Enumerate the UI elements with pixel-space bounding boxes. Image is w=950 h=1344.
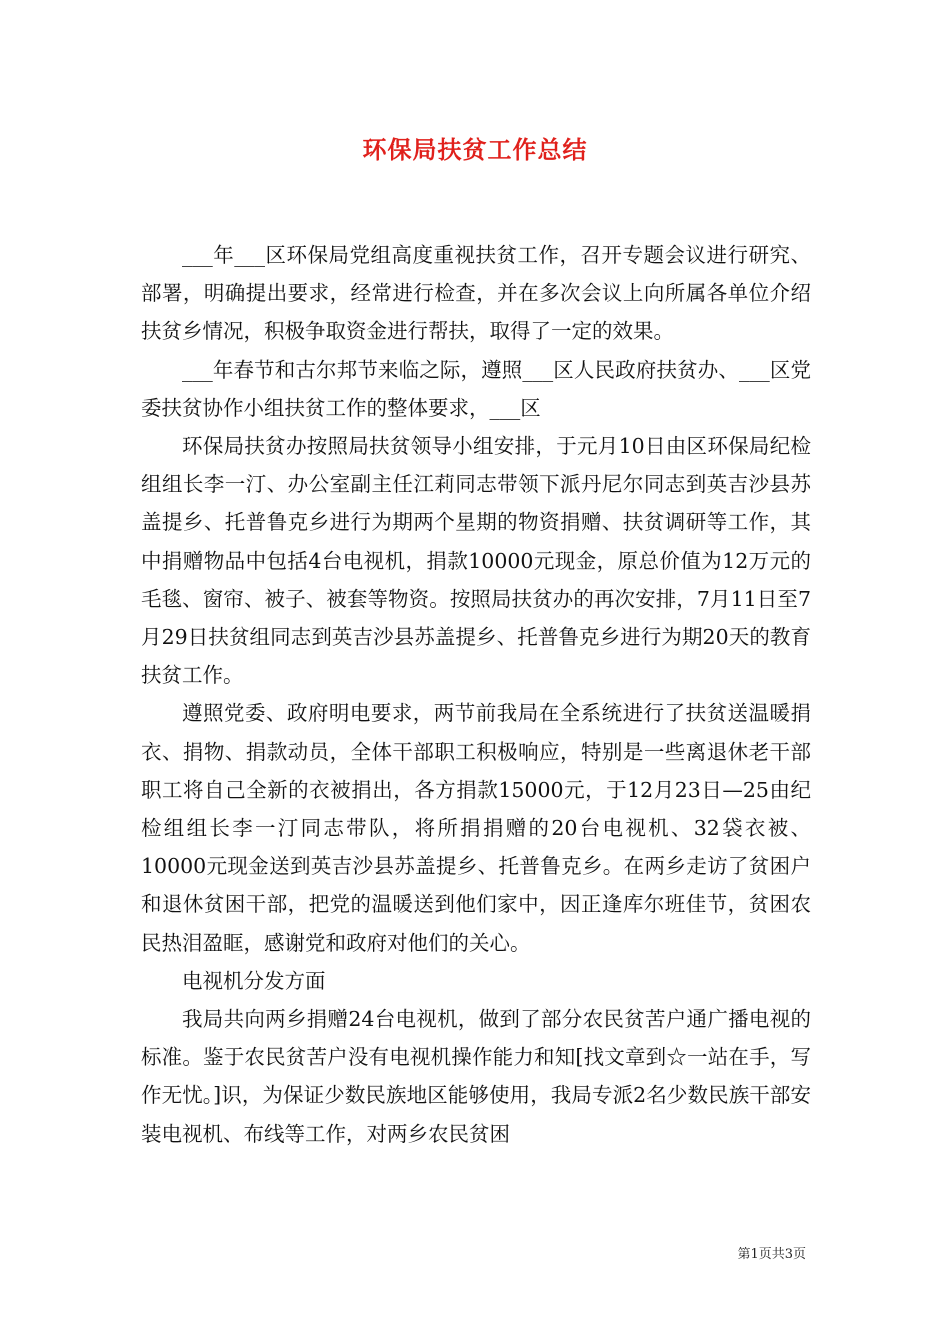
paragraph-3: 环保局扶贫办按照局扶贫领导小组安排，于元月10日由区环保局纪检组组长李一汀、办公室副主任江莉同志带领下派丹尼尔同志到英吉沙县苏盖提乡、托普鲁克乡进行为期两个星期的物资捐赠、扶贫调研等工作，其中捐赠物品中包括4台电视机，捐款10000元现金，原总价值为12万元的毛毯、窗帘、被子、被套等物资。按照局扶贫办的再次安排，7月11日至7月29日扶贫组同志到英吉沙县苏盖提乡、托普鲁克乡进行为期20天的教育扶贫工作。 xyxy=(141,434,811,688)
document-body xyxy=(141,236,811,1153)
document-title: 环保局扶贫工作总结 xyxy=(362,135,588,164)
paragraph-2: ___年春节和古尔邦节来临之际，遵照___区人民政府扶贫办、___区党委扶贫协作小组扶贫工作的整体要求，___区 xyxy=(141,357,811,420)
section-heading: 电视机分发方面 xyxy=(182,968,326,993)
page-number: 第1页共3页 xyxy=(737,1247,806,1262)
paragraph-5: 我局共向两乡捐赠24台电视机，做到了部分农民贫苦户通广播电视的标准。鉴于农民贫苦户没有电视机操作能力和知[找文章到☆一站在手，写作无忧。]识，为保证少数民族地区能够使用，我局专派2名少数民族干部安装电视机、布线等工作，对两乡农民贫困 xyxy=(141,1007,811,1146)
paragraph-4: 遵照党委、政府明电要求，两节前我局在全系统进行了扶贫送温暖捐衣、捐物、捐款动员，全体干部职工积极响应，特别是一些离退休老干部职工将自己全新的衣被捐出，各方捐款15000元，于12月23日—25由纪检组组长李一汀同志带队，将所捐捐赠的20台电视机、32袋衣被、10000元现金送到英吉沙县苏盖提乡、托普鲁克乡。在两乡走访了贫困户和退休贫困干部，把党的温暖送到他们家中，因正逢库尔班佳节，贫困农民热泪盈眶，感谢党和政府对他们的关心。 xyxy=(141,701,811,955)
paragraph-1: ___年___区环保局党组高度重视扶贫工作，召开专题会议进行研究、部署，明确提出要求，经常进行检查，并在多次会议上向所属各单位介绍扶贫乡情况，积极争取资金进行帮扶，取得了一定的效果。 xyxy=(141,243,811,344)
